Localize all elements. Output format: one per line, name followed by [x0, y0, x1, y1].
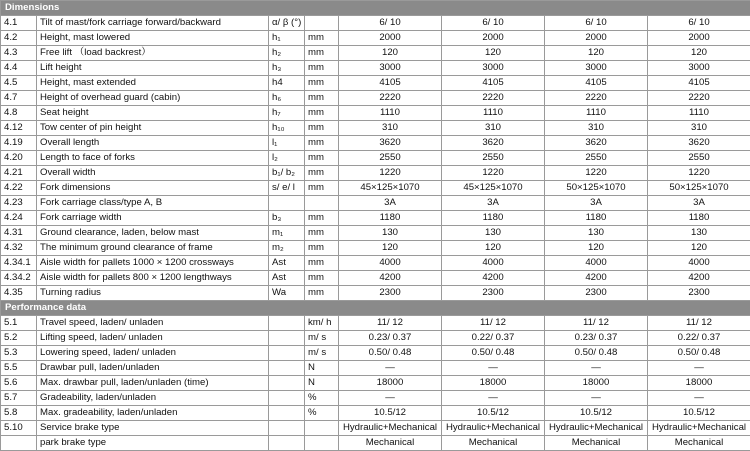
value-cell: 1110	[648, 106, 750, 121]
row-number: 5.3	[1, 346, 37, 361]
value-cell: 11/ 12	[545, 316, 648, 331]
value-cell: 50×125×1070	[648, 181, 750, 196]
row-description: Overall length	[37, 136, 269, 151]
table-row	[1, 316, 750, 331]
row-description: Lift height	[37, 61, 269, 76]
row-description: Free lift （load backrest）	[37, 46, 269, 61]
table-row	[1, 106, 750, 121]
value-cell: 120	[339, 46, 442, 61]
row-description: Tilt of mast/fork carriage forward/backward	[37, 16, 269, 31]
value-cell: 4105	[442, 76, 545, 91]
value-cell: 3A	[545, 196, 648, 211]
section-title: Performance data	[1, 301, 750, 316]
value-cell: 3A	[648, 196, 750, 211]
row-unit: mm	[305, 226, 339, 241]
value-cell: 130	[442, 226, 545, 241]
value-cell: 3000	[442, 61, 545, 76]
value-cell: 3A	[339, 196, 442, 211]
row-unit	[305, 421, 339, 436]
value-cell: 1220	[442, 166, 545, 181]
value-cell: 50×125×1070	[545, 181, 648, 196]
table-row	[1, 31, 750, 46]
value-cell: 1180	[648, 211, 750, 226]
value-cell: 2300	[545, 286, 648, 301]
value-cell: 2220	[442, 91, 545, 106]
value-cell: 120	[442, 241, 545, 256]
value-cell: 120	[648, 46, 750, 61]
value-cell: 2300	[648, 286, 750, 301]
value-cell: 120	[339, 241, 442, 256]
value-cell: Mechanical	[545, 436, 648, 451]
row-unit: %	[305, 391, 339, 406]
row-number: 5.10	[1, 421, 37, 436]
value-cell: 3000	[648, 61, 750, 76]
value-cell: 4200	[648, 271, 750, 286]
value-cell: 11/ 12	[648, 316, 750, 331]
value-cell: —	[648, 391, 750, 406]
row-unit	[305, 196, 339, 211]
value-cell: Hydraulic+Mechanical	[545, 421, 648, 436]
value-cell: 4000	[545, 256, 648, 271]
row-unit: mm	[305, 256, 339, 271]
row-symbol	[269, 361, 305, 376]
row-number: 4.31	[1, 226, 37, 241]
row-description: The minimum ground clearance of frame	[37, 241, 269, 256]
value-cell: 3620	[442, 136, 545, 151]
value-cell: 6/ 10	[648, 16, 750, 31]
value-cell: 310	[545, 121, 648, 136]
row-number: 5.5	[1, 361, 37, 376]
row-symbol	[269, 346, 305, 361]
value-cell: 0.23/ 0.37	[545, 331, 648, 346]
table-row	[1, 421, 750, 436]
value-cell: Hydraulic+Mechanical	[442, 421, 545, 436]
value-cell: 2000	[648, 31, 750, 46]
value-cell: 2550	[648, 151, 750, 166]
value-cell: 1110	[442, 106, 545, 121]
value-cell: 4105	[648, 76, 750, 91]
table-row	[1, 331, 750, 346]
value-cell: 1180	[339, 211, 442, 226]
row-description: Seat height	[37, 106, 269, 121]
row-symbol: h4	[269, 76, 305, 91]
row-symbol: m₁	[269, 226, 305, 241]
row-unit: mm	[305, 181, 339, 196]
value-cell: 18000	[442, 376, 545, 391]
row-number: 4.34.2	[1, 271, 37, 286]
row-unit: m/ s	[305, 331, 339, 346]
row-symbol: b₃	[269, 211, 305, 226]
row-symbol: l₁	[269, 136, 305, 151]
row-number: 4.5	[1, 76, 37, 91]
row-symbol: h₇	[269, 106, 305, 121]
value-cell: 1220	[648, 166, 750, 181]
table-row	[1, 181, 750, 196]
value-cell: 6/ 10	[442, 16, 545, 31]
value-cell: 4000	[339, 256, 442, 271]
row-description: Lifting speed, laden/ unladen	[37, 331, 269, 346]
row-unit: mm	[305, 61, 339, 76]
row-number: 4.7	[1, 91, 37, 106]
value-cell: —	[648, 361, 750, 376]
value-cell: 6/ 10	[545, 16, 648, 31]
row-symbol	[269, 406, 305, 421]
value-cell: 120	[442, 46, 545, 61]
row-number: 4.20	[1, 151, 37, 166]
row-number: 4.23	[1, 196, 37, 211]
table-row	[1, 46, 750, 61]
row-description: Fork carriage width	[37, 211, 269, 226]
value-cell: 2000	[339, 31, 442, 46]
value-cell: 120	[545, 46, 648, 61]
row-unit: m/ s	[305, 346, 339, 361]
row-unit: N	[305, 376, 339, 391]
value-cell: 3A	[442, 196, 545, 211]
value-cell: 10.5/12	[545, 406, 648, 421]
row-symbol: Ast	[269, 271, 305, 286]
section-title: Dimensions	[1, 1, 750, 16]
row-unit: mm	[305, 241, 339, 256]
value-cell: 0.50/ 0.48	[648, 346, 750, 361]
row-description: Drawbar pull, laden/unladen	[37, 361, 269, 376]
row-unit: mm	[305, 31, 339, 46]
row-unit: mm	[305, 136, 339, 151]
table-row	[1, 406, 750, 421]
row-number: 4.3	[1, 46, 37, 61]
table-row	[1, 241, 750, 256]
value-cell: 3000	[339, 61, 442, 76]
row-description: Height, mast extended	[37, 76, 269, 91]
value-cell: —	[545, 391, 648, 406]
value-cell: Hydraulic+Mechanical	[339, 421, 442, 436]
row-number: 5.8	[1, 406, 37, 421]
row-unit: N	[305, 361, 339, 376]
value-cell: 18000	[339, 376, 442, 391]
row-unit: mm	[305, 286, 339, 301]
value-cell: 1220	[545, 166, 648, 181]
section-header-row	[1, 1, 750, 16]
value-cell: 120	[545, 241, 648, 256]
value-cell: 1110	[545, 106, 648, 121]
table-row	[1, 121, 750, 136]
row-symbol: l₂	[269, 151, 305, 166]
value-cell: 2300	[442, 286, 545, 301]
row-description: Lowering speed, laden/ unladen	[37, 346, 269, 361]
table-row	[1, 226, 750, 241]
row-description: Max. gradeability, laden/unladen	[37, 406, 269, 421]
value-cell: 18000	[648, 376, 750, 391]
value-cell: 1220	[339, 166, 442, 181]
row-unit: km/ h	[305, 316, 339, 331]
value-cell: 3620	[545, 136, 648, 151]
value-cell: 11/ 12	[442, 316, 545, 331]
value-cell: Mechanical	[442, 436, 545, 451]
row-symbol: s/ e/ l	[269, 181, 305, 196]
value-cell: 45×125×1070	[442, 181, 545, 196]
row-description: Max. drawbar pull, laden/unladen (time)	[37, 376, 269, 391]
value-cell: 4200	[545, 271, 648, 286]
value-cell: 3620	[648, 136, 750, 151]
row-unit: mm	[305, 106, 339, 121]
row-description: Height of overhead guard (cabin)	[37, 91, 269, 106]
table-row	[1, 76, 750, 91]
table-row	[1, 436, 750, 451]
value-cell: 2550	[442, 151, 545, 166]
row-number: 4.12	[1, 121, 37, 136]
row-number: 5.2	[1, 331, 37, 346]
row-description: Aisle width for pallets 800 × 1200 lengthways	[37, 271, 269, 286]
value-cell: —	[339, 361, 442, 376]
value-cell: —	[442, 361, 545, 376]
row-unit: mm	[305, 91, 339, 106]
row-description: Gradeability, laden/unladen	[37, 391, 269, 406]
spec-table-body	[1, 1, 750, 451]
row-symbol	[269, 391, 305, 406]
value-cell: 3620	[339, 136, 442, 151]
value-cell: 2550	[339, 151, 442, 166]
value-cell: 4200	[442, 271, 545, 286]
row-symbol: α/ β (°)	[269, 16, 305, 31]
value-cell: 2000	[442, 31, 545, 46]
row-unit: mm	[305, 211, 339, 226]
row-unit: mm	[305, 166, 339, 181]
row-symbol: h₂	[269, 46, 305, 61]
value-cell: Mechanical	[648, 436, 750, 451]
row-symbol	[269, 421, 305, 436]
row-number	[1, 436, 37, 451]
row-unit: mm	[305, 151, 339, 166]
row-unit: %	[305, 406, 339, 421]
row-symbol: m₂	[269, 241, 305, 256]
row-number: 5.7	[1, 391, 37, 406]
table-row	[1, 346, 750, 361]
row-description: park brake type	[37, 436, 269, 451]
value-cell: 310	[339, 121, 442, 136]
value-cell: 130	[339, 226, 442, 241]
row-number: 4.1	[1, 16, 37, 31]
row-unit	[305, 16, 339, 31]
value-cell: 2000	[545, 31, 648, 46]
row-number: 5.1	[1, 316, 37, 331]
table-row	[1, 286, 750, 301]
row-description: Height, mast lowered	[37, 31, 269, 46]
row-symbol	[269, 376, 305, 391]
value-cell: 0.50/ 0.48	[442, 346, 545, 361]
table-row	[1, 256, 750, 271]
value-cell: —	[545, 361, 648, 376]
row-number: 4.35	[1, 286, 37, 301]
value-cell: 310	[442, 121, 545, 136]
row-number: 4.4	[1, 61, 37, 76]
value-cell: 4000	[442, 256, 545, 271]
row-symbol	[269, 331, 305, 346]
row-description: Overall width	[37, 166, 269, 181]
value-cell: 0.50/ 0.48	[545, 346, 648, 361]
table-row	[1, 166, 750, 181]
row-description: Tow center of pin height	[37, 121, 269, 136]
table-row	[1, 136, 750, 151]
row-number: 4.21	[1, 166, 37, 181]
table-row	[1, 196, 750, 211]
value-cell: 120	[648, 241, 750, 256]
row-unit: mm	[305, 271, 339, 286]
table-row	[1, 151, 750, 166]
value-cell: —	[339, 391, 442, 406]
table-row	[1, 391, 750, 406]
value-cell: 130	[545, 226, 648, 241]
value-cell: 4105	[545, 76, 648, 91]
row-unit: mm	[305, 76, 339, 91]
value-cell: 6/ 10	[339, 16, 442, 31]
value-cell: 4200	[339, 271, 442, 286]
row-description: Fork carriage class/type A, B	[37, 196, 269, 211]
row-description: Turning radius	[37, 286, 269, 301]
row-number: 5.6	[1, 376, 37, 391]
value-cell: 2220	[339, 91, 442, 106]
value-cell: 11/ 12	[339, 316, 442, 331]
value-cell: 1110	[339, 106, 442, 121]
value-cell: 2300	[339, 286, 442, 301]
row-symbol: h₁₀	[269, 121, 305, 136]
row-number: 4.22	[1, 181, 37, 196]
value-cell: 130	[648, 226, 750, 241]
table-row	[1, 91, 750, 106]
row-symbol: h₃	[269, 61, 305, 76]
value-cell: 45×125×1070	[339, 181, 442, 196]
table-row	[1, 16, 750, 31]
value-cell: 0.22/ 0.37	[648, 331, 750, 346]
row-symbol: h₁	[269, 31, 305, 46]
row-symbol	[269, 196, 305, 211]
row-number: 4.2	[1, 31, 37, 46]
value-cell: 0.50/ 0.48	[339, 346, 442, 361]
row-description: Aisle width for pallets 1000 × 1200 crossways	[37, 256, 269, 271]
value-cell: 10.5/12	[442, 406, 545, 421]
section-header-row	[1, 301, 750, 316]
value-cell: 10.5/12	[648, 406, 750, 421]
value-cell: 2220	[648, 91, 750, 106]
value-cell: 4105	[339, 76, 442, 91]
table-row	[1, 61, 750, 76]
row-number: 4.8	[1, 106, 37, 121]
table-row	[1, 361, 750, 376]
row-description: Service brake type	[37, 421, 269, 436]
table-row	[1, 376, 750, 391]
value-cell: 310	[648, 121, 750, 136]
value-cell: 0.22/ 0.37	[442, 331, 545, 346]
row-unit: mm	[305, 121, 339, 136]
value-cell: 2550	[545, 151, 648, 166]
row-symbol: Ast	[269, 256, 305, 271]
value-cell: 0.23/ 0.37	[339, 331, 442, 346]
row-symbol	[269, 436, 305, 451]
row-symbol: b₁/ b₂	[269, 166, 305, 181]
row-symbol: Wa	[269, 286, 305, 301]
value-cell: 2220	[545, 91, 648, 106]
value-cell: Mechanical	[339, 436, 442, 451]
row-description: Travel speed, laden/ unladen	[37, 316, 269, 331]
row-unit	[305, 436, 339, 451]
row-description: Ground clearance, laden, below mast	[37, 226, 269, 241]
table-row	[1, 211, 750, 226]
row-number: 4.32	[1, 241, 37, 256]
row-symbol: h₆	[269, 91, 305, 106]
row-number: 4.34.1	[1, 256, 37, 271]
row-description: Length to face of forks	[37, 151, 269, 166]
row-unit: mm	[305, 46, 339, 61]
row-description: Fork dimensions	[37, 181, 269, 196]
value-cell: 1180	[442, 211, 545, 226]
row-number: 4.19	[1, 136, 37, 151]
table-row	[1, 271, 750, 286]
value-cell: 10.5/12	[339, 406, 442, 421]
value-cell: 1180	[545, 211, 648, 226]
value-cell: 4000	[648, 256, 750, 271]
value-cell: 3000	[545, 61, 648, 76]
value-cell: Hydraulic+Mechanical	[648, 421, 750, 436]
value-cell: —	[442, 391, 545, 406]
row-number: 4.24	[1, 211, 37, 226]
row-symbol	[269, 316, 305, 331]
value-cell: 18000	[545, 376, 648, 391]
